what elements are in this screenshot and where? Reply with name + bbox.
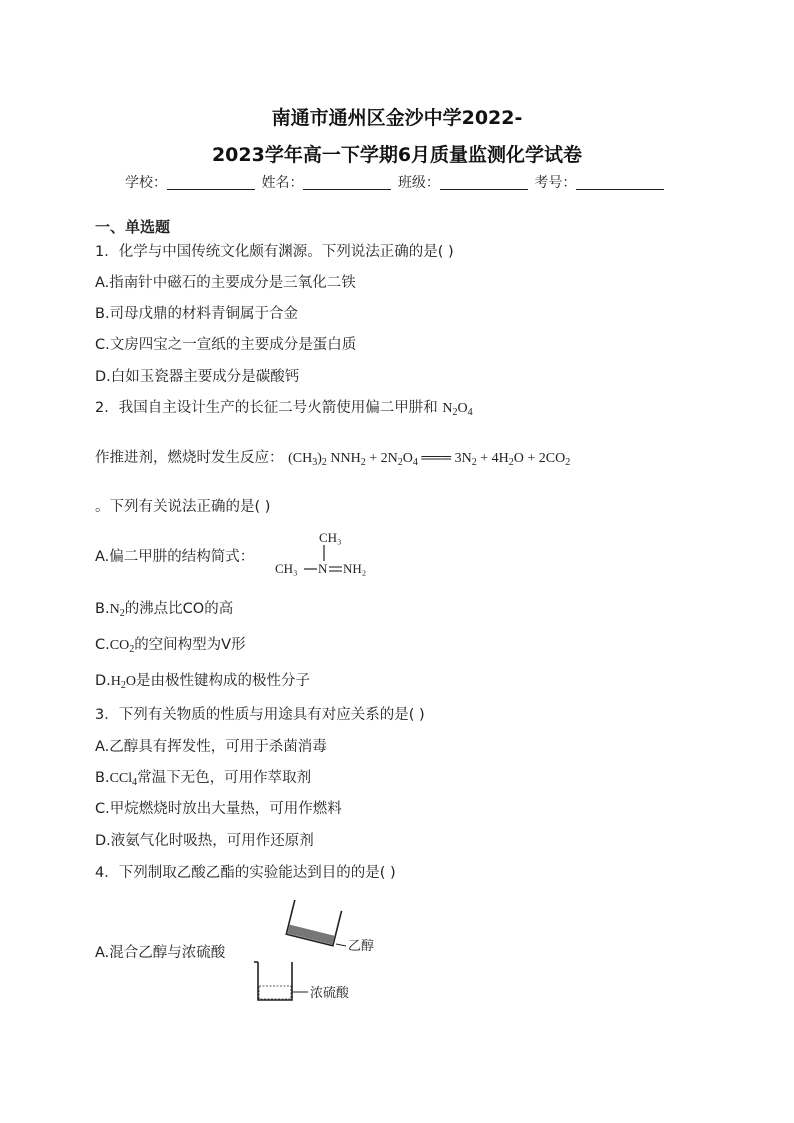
name-label: 姓名： bbox=[261, 175, 304, 191]
q2-stem-line2 bbox=[95, 446, 570, 468]
q2-option-b-text: 的沸点比CO的高 bbox=[124, 601, 234, 617]
q3-stem: 3．下列有关物质的性质与用途具有对应关系的是( ) bbox=[95, 707, 425, 723]
q1-stem: 1．化学与中国传统文化颇有渊源。下列说法正确的是( ) bbox=[95, 244, 454, 260]
q2-option-b-letter: B. bbox=[95, 601, 110, 617]
school-blank bbox=[167, 174, 255, 190]
q3-option-d: D.液氨气化时吸热，可用作还原剂 bbox=[95, 833, 314, 849]
sulfuric-acid-liquid bbox=[259, 986, 291, 999]
q3-option-a: A.乙醇具有挥发性，可用于杀菌消毒 bbox=[95, 739, 327, 755]
ethanol-liquid bbox=[288, 925, 335, 945]
struct-ch3-left: CH₃ bbox=[275, 561, 298, 576]
q2-option-a: A.偏二甲肼的结构简式： bbox=[95, 549, 255, 565]
ccl4-formula: CCl$_4$ bbox=[109, 771, 138, 788]
q2-option-c-text: 的空间构型为V形 bbox=[134, 637, 246, 653]
q2-option-d-letter: D. bbox=[95, 673, 111, 689]
co2-formula: $CO_2$ bbox=[109, 638, 135, 655]
name-blank bbox=[303, 174, 391, 190]
q1-option-b: B.司母戊鼎的材料青铜属于合金 bbox=[95, 306, 299, 322]
q3-option-b-letter: B. bbox=[95, 770, 110, 786]
q2-option-d-text: 是由极性键构成的极性分子 bbox=[136, 673, 311, 689]
class-blank bbox=[440, 174, 528, 190]
section-heading: 一、单选题 bbox=[95, 218, 171, 236]
q1-option-a: A.指南针中磁石的主要成分是三氧化二铁 bbox=[95, 275, 356, 291]
pouring-apparatus-diagram bbox=[250, 900, 380, 1010]
h2o-formula: $H_2O$ bbox=[110, 674, 137, 691]
structural-formula bbox=[275, 528, 385, 583]
ethanol-label: 乙醇 bbox=[348, 939, 375, 954]
q2-option-c bbox=[95, 633, 246, 655]
school-label: 学校： bbox=[125, 175, 167, 191]
n2o4-formula: $N_2O_4$ bbox=[442, 401, 473, 418]
q2-stem-text-a: 2．我国自主设计生产的长征二号火箭使用偏二甲肼和 bbox=[95, 400, 438, 416]
struct-ch3-top: CH₃ bbox=[319, 530, 342, 545]
q2-stem-text-b: 作推进剂，燃烧时发生反应： bbox=[95, 450, 284, 466]
struct-n: N bbox=[318, 561, 328, 576]
sulfuric-acid-label: 浓硫酸 bbox=[310, 986, 350, 1001]
q4-option-a: A.混合乙醇与浓硫酸 bbox=[95, 945, 226, 961]
q3-option-c: C.甲烷燃烧时放出大量热，可用作燃料 bbox=[95, 801, 342, 817]
exam-number-label: 考号： bbox=[534, 175, 577, 191]
class-label: 班级： bbox=[397, 175, 440, 191]
q2-option-c-letter: C. bbox=[95, 637, 110, 653]
exam-title-line2: 2023学年高一下学期6月质量监测化学试卷 bbox=[211, 144, 583, 166]
q3-option-b-text: 常温下无色，可用作萃取剂 bbox=[137, 770, 312, 786]
q2-option-b bbox=[95, 597, 233, 619]
q1-option-d: D.白如玉瓷器主要成分是碳酸钙 bbox=[95, 369, 300, 385]
q4-stem: 4．下列制取乙酸乙酯的实验能达到目的的是( ) bbox=[95, 865, 396, 881]
q2-stem-line3: 。下列有关说法正确的是( ) bbox=[95, 499, 271, 515]
q2-option-d bbox=[95, 669, 310, 691]
reaction-equation: $(CH_3)_2$ $NNH_2 + 2N_2O_4$ ═══ $3N_2 + 4H_2O + 2CO_2$ bbox=[288, 451, 571, 468]
n2-formula: $N_2$ bbox=[109, 602, 125, 619]
q1-option-c: C.文房四宝之一宣纸的主要成分是蛋白质 bbox=[95, 337, 357, 353]
exam-number-blank bbox=[576, 174, 664, 190]
exam-title-line1: 南通市通州区金沙中学2022- bbox=[271, 107, 523, 129]
tilted-beaker bbox=[282, 900, 341, 946]
q2-stem-line1 bbox=[95, 396, 473, 418]
student-info-row bbox=[125, 172, 666, 192]
label-leader-top bbox=[336, 944, 346, 946]
struct-nh2: NH₂ bbox=[343, 561, 367, 576]
q3-option-b bbox=[95, 766, 311, 788]
lower-beaker bbox=[254, 962, 292, 1000]
